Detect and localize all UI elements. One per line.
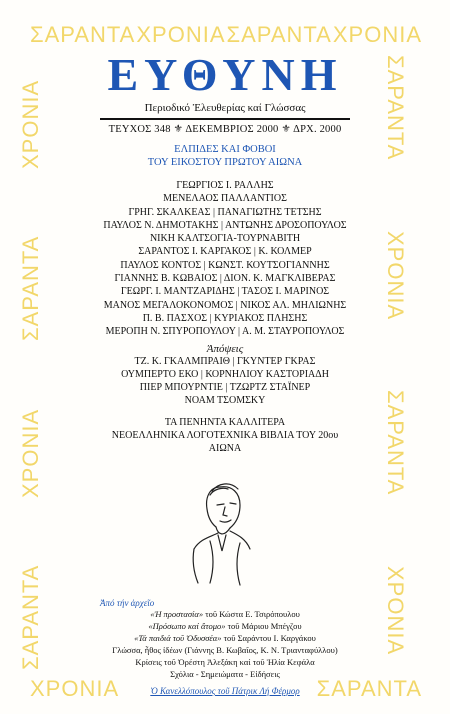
author-line: ΜΕΡΟΠΗ Ν. ΣΠΥΡΟΠΟΥΛΟΥ | Α. Μ. ΣΤΑΥΡΟΠΟΥΛΟΣ: [105, 326, 345, 338]
archive-line: [100, 644, 350, 656]
frame-word: ΧΡΟΝΙΑ: [332, 22, 422, 47]
archive-title: «Ἡ προστασία»: [150, 608, 204, 619]
author-line: ΜΑΝΟΣ ΜΕΓΑΛΟΚΟΝΟΜΟΣ | ΝΙΚΟΣ ΑΛ. ΜΗΛΙΩΝΗΣ: [103, 299, 347, 311]
frame-word: ΧΡΟΝΙΑ: [18, 80, 43, 170]
frame-word: ΣΑΡΑΝΤΑ: [383, 55, 408, 161]
author-line: Π. Β. ΠΑΣΧΟΣ | ΚΥΡΙΑΚΟΣ ΠΛΗΣΗΣ: [142, 312, 308, 324]
opinion-line: ΝΟΑΜ ΤΣΟΜΣΚΥ: [184, 395, 266, 407]
author-line: ΜΕΝΕΛΑΟΣ ΠΑΛΛΑΝΤΙΟΣ: [163, 193, 287, 205]
theme-heading: [100, 143, 350, 169]
portrait-sketch: [180, 465, 270, 590]
archive-text: Γλώσσα, ἦθος ἰδέων (Γιάννης Β. Κωβαῖος, Κ. Ν. Τριανταφύλλου): [112, 644, 338, 655]
closing-line: Ὁ Κανελλόπουλος τοῦ Πάτρικ Λή Φέρμορ: [150, 685, 300, 696]
magazine-title: ΕΥΘΥΝΗ: [107, 49, 343, 100]
best-line: ΝΕΟΕΛΛΗΝΙΚΑ ΛΟΓΟΤΕΧΝΙΚΑ ΒΙΒΛΙΑ ΤΟΥ 20ου ΑΙΩΝΑ: [111, 429, 339, 454]
opinion-line: ΟΥΜΠΕΡΤΟ ΕΚΟ | ΚΟΡΝΗΛΙΟΥ ΚΑΣΤΟΡΙΑΔΗ: [121, 368, 329, 380]
frame-word: ΣΑΡΑΝΤΑ: [18, 236, 43, 342]
archive-text: Σχόλια - Σημειώματα - Εἰδήσεις: [170, 668, 280, 679]
issue-line: ΤΕΥΧΟΣ 348 ⚜ ΔΕΚΕΜΒΡΙΟΣ 2000 ⚜ ΔΡΧ. 2000: [108, 124, 342, 135]
opinion-line: ΤΖ. Κ. ΓΚΑΛΜΠΡΑΙΘ | ΓΚΥΝΤΕΡ ΓΚΡΑΣ: [134, 355, 316, 367]
author-line: ΠΑΥΛΟΣ ΚΟΝΤΟΣ | ΚΩΝΣΤ. ΚΟΥΤΣΟΓΙΑΝΝΗΣ: [120, 259, 330, 271]
archive-author: τοῦ Μάριου Μπέγζου: [225, 620, 302, 631]
archive-line: [100, 608, 350, 620]
author-list: [100, 179, 350, 339]
author-line: ΓΡΗΓ. ΣΚΑΛΚΕΑΣ | ΠΑΝΑΓΙΩΤΗΣ ΤΕΤΣΗΣ: [128, 206, 322, 218]
archive-list: [100, 608, 350, 680]
author-line: ΓΕΩΡΓΙΟΣ Ι. ΡΑΛΛΗΣ: [176, 180, 274, 191]
best-line: ΤΑ ΠΕΝΗΝΤΑ ΚΑΛΛΙΤΕΡΑ: [164, 416, 286, 428]
author-line: ΣΑΡΑΝΤΟΣ Ι. ΚΑΡΓΑΚΟΣ | Κ. ΚΟΛΜΕΡ: [138, 246, 312, 258]
frame-word: ΣΑΡΑΝΤΑ: [30, 22, 136, 47]
frame-word: ΧΡΟΝΙΑ: [18, 408, 43, 498]
frame-word: ΧΡΟΝΙΑ: [136, 22, 226, 47]
frame-word: ΣΑΡΑΝΤΑ: [226, 22, 332, 47]
theme-line: ΕΛΠΙΔΕΣ ΚΑΙ ΦΟΒΟΙ: [174, 144, 276, 155]
frame-word: ΣΑΡΑΝΤΑ: [383, 390, 408, 496]
frame-right: [378, 55, 408, 655]
archive-text: Κρίσεις τοῦ Ὀρέστη Ἀλεξάκη καί τοῦ Ἠλία Κεφάλα: [135, 656, 315, 667]
frame-top: [30, 22, 422, 48]
author-line: ΓΕΩΡΓ. Ι. ΜΑΝΤΖΑΡΙΔΗΣ | ΤΑΣΟΣ Ι. ΜΑΡΙΝΟΣ: [120, 286, 330, 298]
opinion-line: ΠΙΕΡ ΜΠΟΥΡΝΤΙΕ | ΤΖΩΡΤΖ ΣΤΑΪΝΕΡ: [139, 382, 311, 394]
archive-line: [100, 620, 350, 632]
author-line: ΓΙΑΝΝΗΣ Β. ΚΩΒΑΙΟΣ | ΔΙΟΝ. Κ. ΜΑΓΚΛΙΒΕΡΑΣ: [114, 273, 336, 285]
divider: [100, 118, 350, 120]
frame-left: [18, 80, 46, 670]
opinions-heading: Ἀπόψεις: [206, 342, 244, 355]
archive-author: τοῦ Κώστα Ε. Τσιρόπουλου: [203, 608, 300, 619]
archive-line: [100, 668, 350, 680]
archive-title: «Πρόσωπο καί ἄτομο»: [148, 620, 226, 631]
archive-label: Ἀπό τήν ἀρχεῖο: [100, 597, 155, 608]
frame-word: ΧΡΟΝΙΑ: [383, 565, 408, 655]
frame-word: ΧΡΟΝΙΑ: [383, 230, 408, 320]
archive-line: [100, 656, 350, 668]
magazine-subtitle: Περιοδικό Ἐλευθερίας καί Γλώσσας: [144, 102, 306, 114]
opinions-list: [100, 355, 350, 408]
frame-word: ΣΑΡΑΝΤΑ: [316, 676, 422, 701]
frame-word: ΣΑΡΑΝΤΑ: [18, 564, 43, 670]
archive-line: [100, 632, 350, 644]
archive-title: «Τά παιδιά τοῦ Ὀδυσσέα»: [134, 632, 222, 643]
best-books: [100, 416, 350, 455]
author-line: ΠΑΥΛΟΣ Ν. ΔΗΜΟΤΑΚΗΣ | ΑΝΤΩΝΗΣ ΔΡΟΣΟΠΟΥΛΟΣ: [103, 219, 347, 231]
theme-line: ΤΟΥ ΕΙΚΟΣΤΟΥ ΠΡΩΤΟΥ ΑΙΩΝΑ: [147, 157, 303, 168]
cover-content: [100, 49, 350, 696]
frame-word: ΧΡΟΝΙΑ: [30, 676, 120, 701]
archive-author: τοῦ Σαράντου Ι. Καργάκου: [221, 632, 316, 643]
author-line: ΝΙΚΗ ΚΑΛΤΣΟΓΙΑ-ΤΟΥΡΝΑΒΙΤΗ: [149, 233, 301, 245]
